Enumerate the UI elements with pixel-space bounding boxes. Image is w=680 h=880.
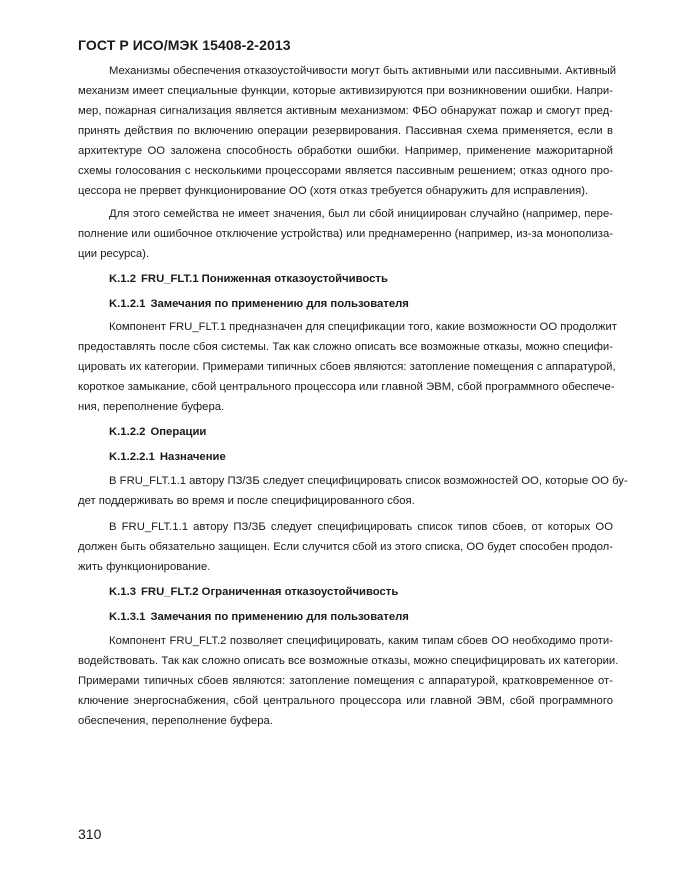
section-heading <box>109 298 409 310</box>
text-line: В FRU_FLT.1.1 автору ПЗ/ЗБ следует специфицировать список возможностей ОО, которые ОО бу- <box>109 475 628 487</box>
text-line: предоставлять после сбоя системы. Так как сложно описать все возможные отказы, можно специфи- <box>78 341 613 353</box>
text-line: цировать их категории. Примерами типичных сбоев являются: затопление помещения с аппаратурой, <box>78 361 616 373</box>
text-line: должен быть обязательно защищен. Если случится сбой из этого списка, ОО будет способен продол- <box>78 541 613 553</box>
heading-number: K.1.2.1 <box>109 298 146 310</box>
text-line: дет поддерживать во время и после специфицированного сбоя. <box>78 495 415 507</box>
text-line: мер, пожарная сигнализация является активным механизмом: ФБО обнаружат пожар и смогут пред- <box>78 105 613 117</box>
text-line: архитектуре ОО заложена способность обработки ошибки. Например, применение мажоритарной <box>78 145 613 157</box>
text-line: В FRU_FLT.1.1 автору ПЗ/ЗБ следует специфицировать список типов сбоев, от которых ОО <box>109 521 613 533</box>
text-line: жить функционирование. <box>78 561 211 573</box>
text-line: Примерами типичных сбоев являются: затопление помещения с аппаратурой, кратковременное от- <box>78 675 613 687</box>
text-line: цессора не прервет функционирование ОО (хотя отказ требуется обнаружить для исправления). <box>78 185 589 197</box>
heading-title: FRU_FLT.1 Пониженная отказоустойчивость <box>141 273 388 285</box>
section-heading <box>109 586 398 598</box>
heading-title: Назначение <box>159 451 226 463</box>
heading-title: FRU_FLT.2 Ограниченная отказоустойчивость <box>141 586 399 598</box>
text-line: полнение или ошибочное отключение устройства) или преднамеренно (например, из-за монополиза- <box>78 228 613 240</box>
section-heading <box>109 451 226 463</box>
page-number: 310 <box>78 826 102 842</box>
heading-title: Замечания по применению для пользователя <box>150 611 409 623</box>
heading-number: K.1.2 <box>109 273 137 285</box>
heading-number: K.1.3 <box>109 586 137 598</box>
heading-number: K.1.2.2.1 <box>109 451 155 463</box>
heading-number: K.1.2.2 <box>109 426 146 438</box>
text-line: короткое замыкание, сбой центрального процессора или главной ЭВМ, сбой программного обеспече- <box>78 381 615 393</box>
text-line: Механизмы обеспечения отказоустойчивости могут быть активными или пассивными. Активный <box>109 65 617 77</box>
text-line: ции ресурса). <box>78 248 150 260</box>
text-line: обеспечения, переполнение буфера. <box>78 715 273 727</box>
heading-title: Операции <box>150 426 207 438</box>
heading-title: Замечания по применению для пользователя <box>150 298 409 310</box>
text-line: водействовать. Так как сложно описать все возможные отказы, можно специфицировать их категории. <box>78 655 619 667</box>
section-heading <box>109 426 206 438</box>
text-line: Компонент FRU_FLT.1 предназначен для спецификации того, какие возможности ОО продолжит <box>109 321 617 333</box>
text-line: принять действия по включению операции резервирования. Пассивная схема применяется, если в <box>78 125 613 137</box>
text-line: механизм имеет специальные функции, которые активизируются при возникновении ошибки. Напри- <box>78 85 613 97</box>
text-line: схемы голосования с несколькими процессорами является пассивным решением; отказ одного про- <box>78 165 613 177</box>
text-line: ния, переполнение буфера. <box>78 401 225 413</box>
text-line: Для этого семейства не имеет значения, был ли сбой инициирован случайно (например, пере- <box>109 208 613 220</box>
section-heading <box>109 611 409 623</box>
heading-number: K.1.3.1 <box>109 611 146 623</box>
text-line: ключение энергоснабжения, сбой центрального процессора или главной ЭВМ, сбой программного <box>78 695 613 707</box>
text-line: Компонент FRU_FLT.2 позволяет специфицировать, каким типам сбоев ОО необходимо проти- <box>109 635 613 647</box>
section-heading <box>109 273 388 285</box>
document-header: ГОСТ Р ИСО/МЭК 15408-2-2013 <box>78 37 291 53</box>
